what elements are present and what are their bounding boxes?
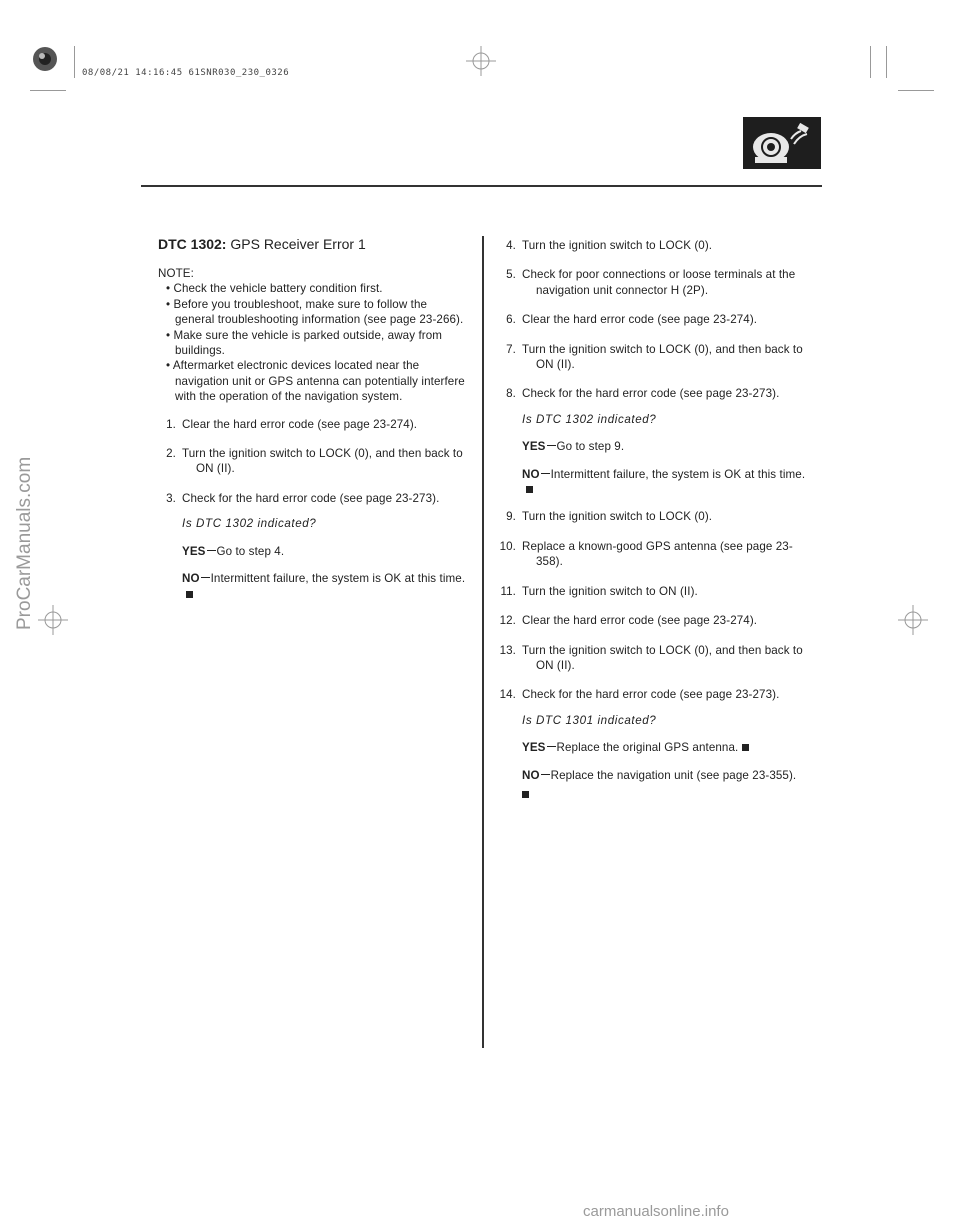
yes-label: YES	[522, 741, 546, 755]
step-number: 8.	[506, 387, 516, 401]
step-text: Check for the hard error code (see page 23-273).	[182, 491, 440, 505]
step-item	[498, 509, 810, 524]
crop-mark	[74, 46, 75, 78]
right-column	[498, 238, 810, 802]
step-number: 12.	[499, 614, 516, 628]
no-answer	[522, 467, 810, 498]
step-text: Check for the hard error code (see page 23-273).	[522, 688, 780, 702]
step-item	[158, 417, 468, 432]
step-item	[498, 342, 810, 373]
yes-text: Go to step 9.	[556, 440, 625, 454]
step-item	[158, 446, 468, 477]
step-text: Turn the ignition switch to LOCK (0), and then back to ON (II).	[522, 643, 803, 672]
crop-mark	[30, 90, 66, 91]
gps-navigation-icon	[743, 117, 821, 169]
steps-list	[158, 417, 468, 507]
steps-list	[498, 509, 810, 702]
steps-list	[498, 238, 810, 402]
no-text: Intermittent failure, the system is OK at this time.	[210, 572, 466, 586]
dtc-code: DTC 1302:	[158, 236, 227, 252]
no-answer	[522, 768, 810, 783]
crosshair-icon	[466, 46, 496, 76]
step-number: 3.	[166, 491, 176, 505]
yes-answer	[182, 544, 468, 559]
step-text: Turn the ignition switch to LOCK (0).	[522, 239, 713, 252]
step-item	[498, 643, 810, 674]
step-text: Replace a known-good GPS antenna (see page 23-358).	[522, 539, 793, 569]
crop-mark	[886, 46, 887, 78]
end-mark-icon	[526, 486, 533, 493]
step-item	[498, 687, 810, 702]
yes-text: Replace the original GPS antenna.	[556, 741, 739, 755]
crosshair-icon	[38, 605, 68, 635]
no-text: Intermittent failure, the system is OK at this time.	[550, 467, 806, 481]
side-watermark: ProCarManuals.com	[14, 456, 35, 630]
step-number: 11.	[500, 584, 516, 598]
step-number: 5.	[506, 268, 516, 282]
end-mark-icon	[522, 791, 529, 798]
note-item: • Check the vehicle battery condition first.	[166, 282, 383, 296]
question: Is DTC 1302 indicated?	[522, 412, 657, 426]
step-text: Check for poor connections or loose terminals at the navigation unit connector H (2P).	[522, 268, 796, 297]
step-text: Check for the hard error code (see page 23-273).	[522, 387, 780, 401]
no-answer	[182, 571, 468, 602]
step-number: 13.	[499, 643, 516, 657]
note-item: • Make sure the vehicle is parked outside, away from buildings.	[166, 328, 443, 358]
question: Is DTC 1301 indicated?	[522, 713, 657, 727]
step-text: Clear the hard error code (see page 23-274).	[182, 417, 418, 431]
step-item	[498, 386, 810, 401]
step-text: Turn the ignition switch to ON (II).	[522, 584, 698, 598]
dtc-description: GPS Receiver Error 1	[230, 236, 366, 252]
crop-mark	[898, 90, 934, 91]
yes-answer	[522, 439, 810, 454]
no-label: NO	[522, 467, 540, 481]
step-number: 4.	[506, 239, 516, 252]
end-mark-icon	[742, 744, 749, 751]
step-number: 2.	[166, 447, 176, 461]
end-mark-icon	[186, 591, 193, 598]
step-item	[158, 491, 468, 506]
step-item	[498, 613, 810, 628]
note-label: NOTE:	[158, 267, 194, 280]
step-number: 1.	[166, 417, 176, 431]
no-label: NO	[182, 572, 200, 586]
step-number: 14.	[499, 688, 516, 702]
step-item	[498, 267, 810, 298]
no-text: Replace the navigation unit (see page 23-355).	[550, 768, 797, 782]
page-title	[158, 236, 366, 252]
step-item	[498, 312, 810, 327]
step-item	[498, 584, 810, 599]
column-divider	[482, 236, 484, 1048]
registration-mark-icon	[30, 44, 60, 74]
left-column	[158, 266, 468, 602]
step-number: 9.	[506, 510, 516, 524]
yes-text: Go to step 4.	[216, 544, 285, 558]
step-text: Turn the ignition switch to LOCK (0), and then back to ON (II).	[522, 342, 803, 372]
yes-answer	[522, 740, 810, 755]
crop-mark	[870, 46, 871, 78]
step-item	[498, 539, 810, 570]
step-text: Clear the hard error code (see page 23-274).	[522, 614, 758, 628]
yes-label: YES	[182, 544, 206, 558]
note-item: • Aftermarket electronic devices located near the navigation unit or GPS antenna can potentially interfere with the operation of the navigation system.	[166, 359, 465, 404]
step-item	[498, 238, 810, 253]
header-rule	[141, 185, 822, 187]
step-number: 6.	[506, 313, 516, 327]
step-text: Turn the ignition switch to LOCK (0), and then back to ON (II).	[182, 447, 463, 476]
step-text: Clear the hard error code (see page 23-274).	[522, 313, 758, 327]
question: Is DTC 1302 indicated?	[182, 517, 317, 531]
no-label: NO	[522, 768, 540, 782]
step-text: Turn the ignition switch to LOCK (0).	[522, 510, 713, 524]
end-mark-row	[522, 787, 810, 802]
yes-label: YES	[522, 440, 546, 454]
print-timestamp: 08/08/21 14:16:45 61SNR030_230_0326	[82, 68, 290, 78]
step-number: 7.	[506, 342, 516, 356]
crosshair-icon	[898, 605, 928, 635]
step-number: 10.	[499, 539, 516, 553]
footer-watermark: carmanualsonline.info	[583, 1203, 729, 1220]
notes-list	[158, 281, 468, 404]
note-item: • Before you troubleshoot, make sure to follow the general troubleshooting information (see page 23-266).	[166, 297, 464, 327]
